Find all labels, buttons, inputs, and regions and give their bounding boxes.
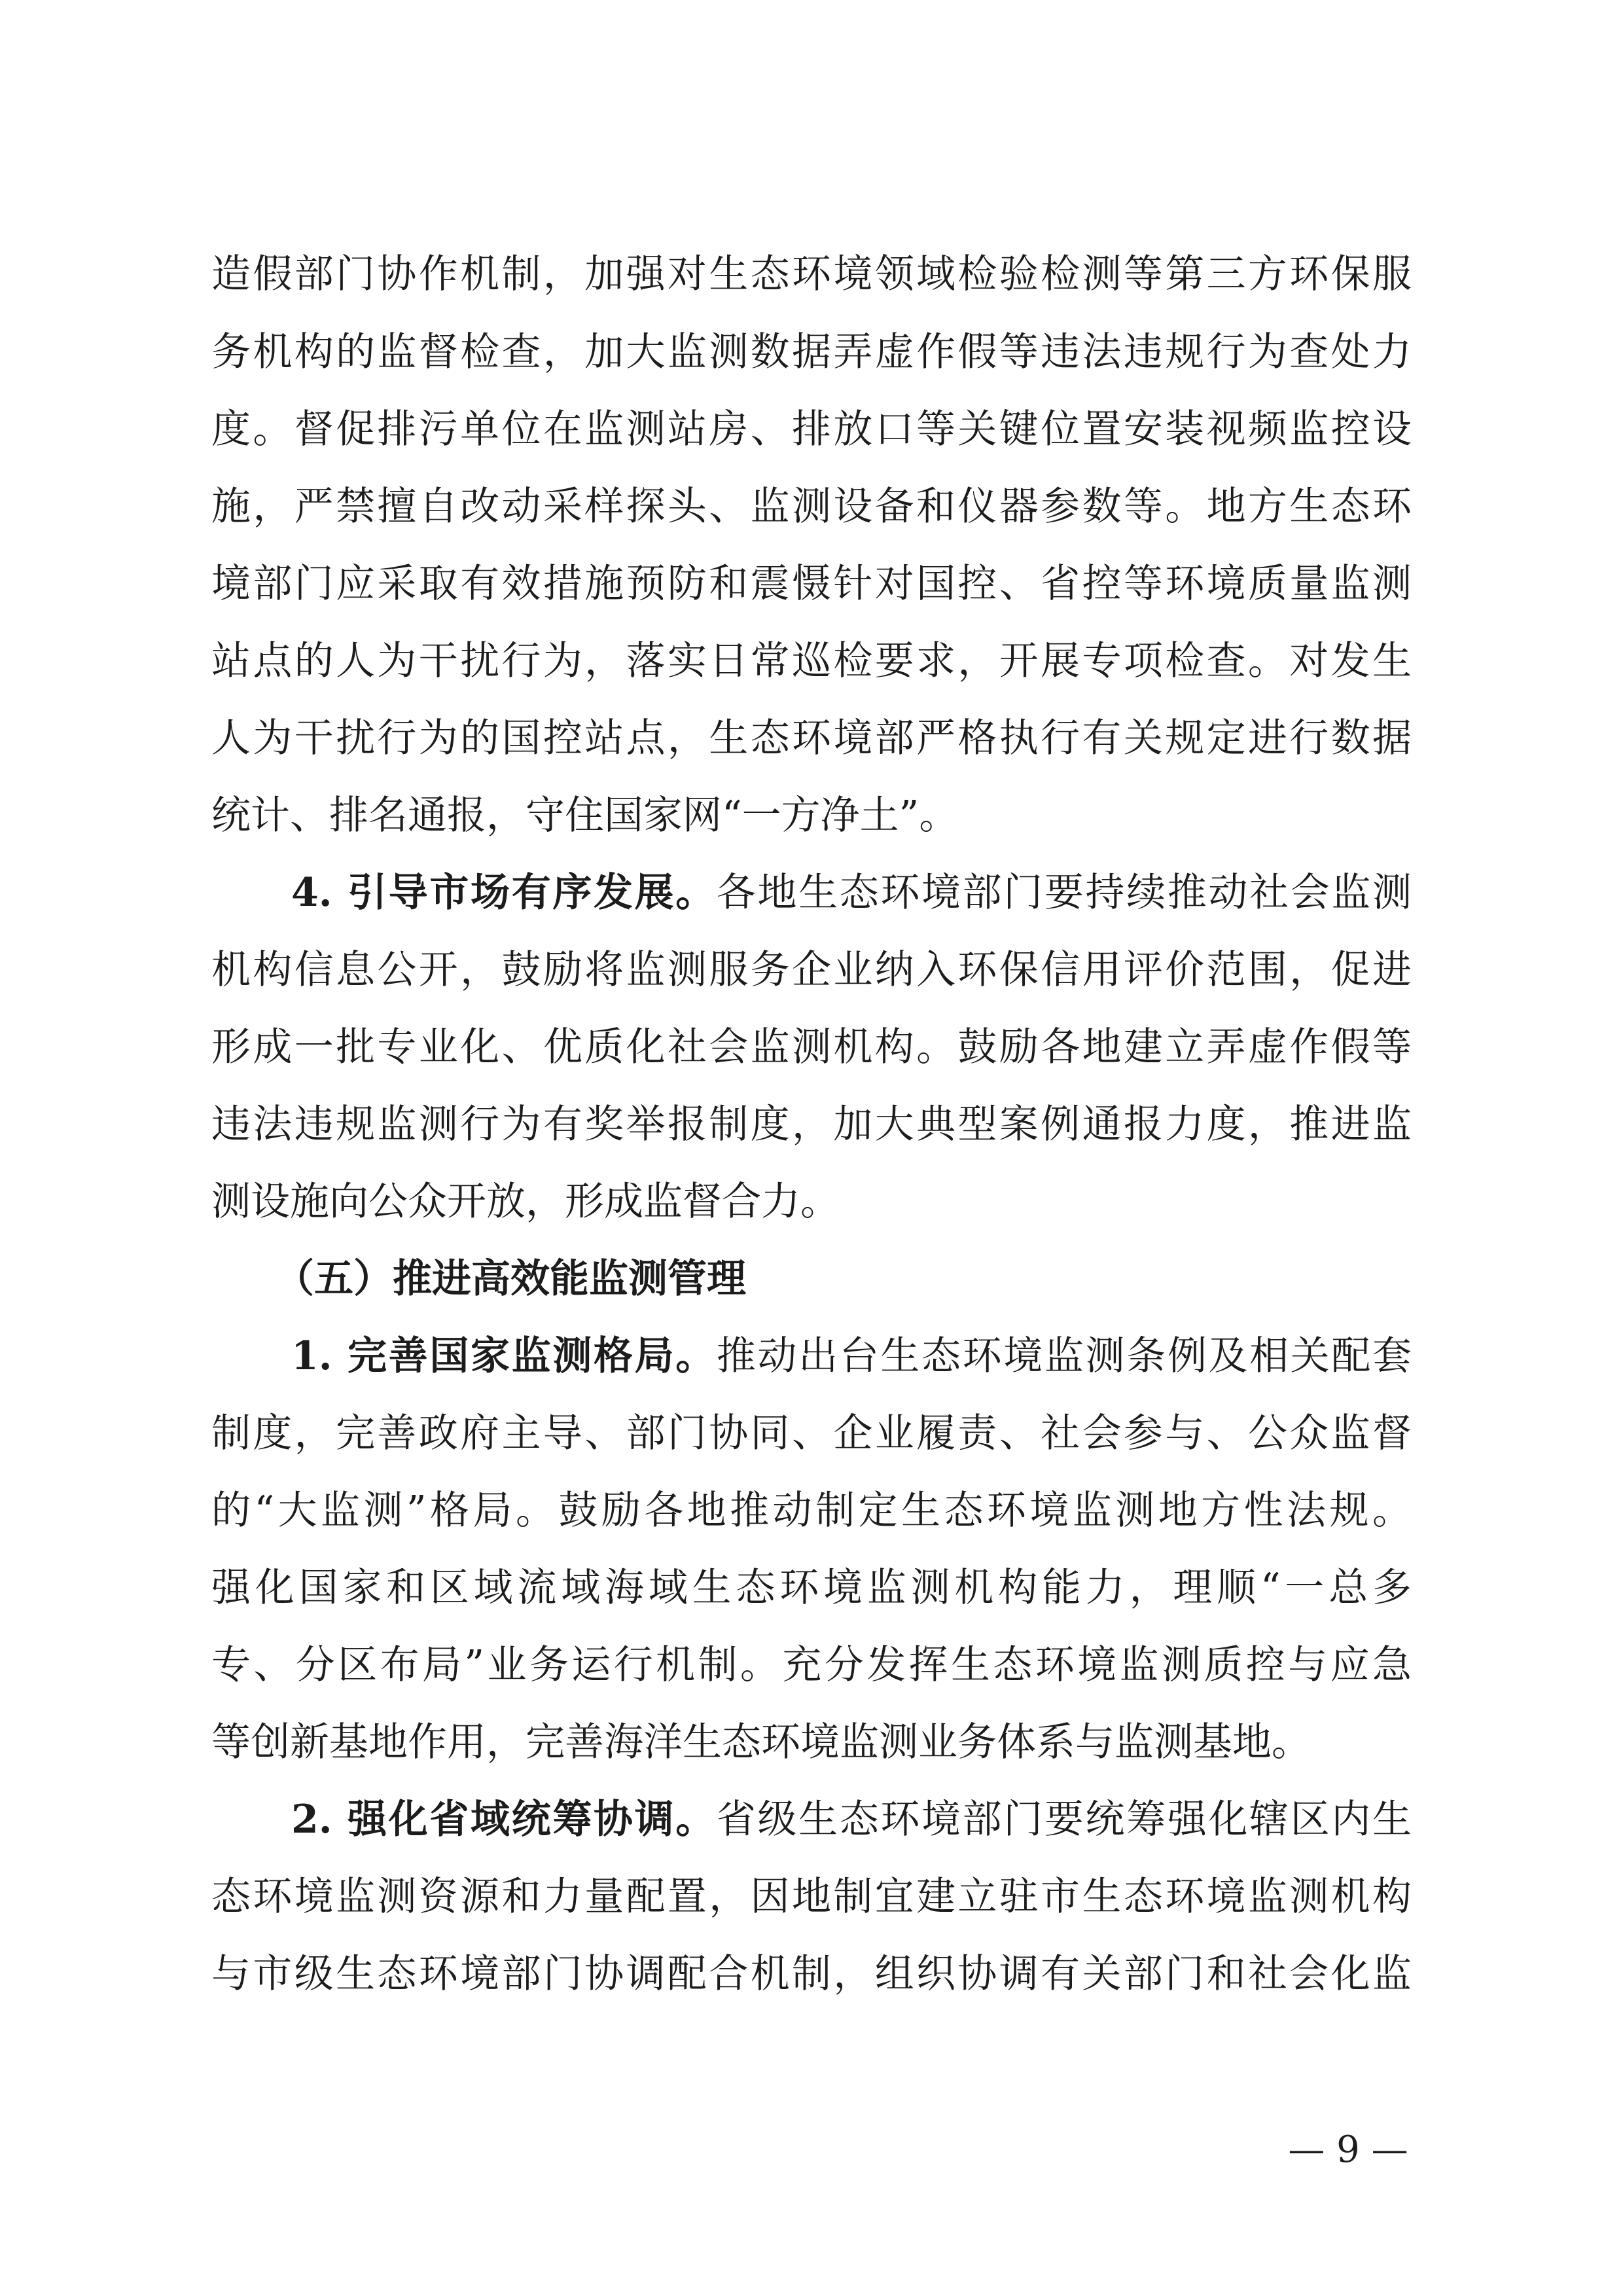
paragraph-line: 态环境监测资源和力量配置，因地制宜建立驻市生态环境监测机构 xyxy=(211,1874,1412,1920)
paragraph-line: 人为干扰行为的国控站点，生态环境部严格执行有关规定进行数据 xyxy=(211,715,1412,761)
paragraph-heading: 1. 完善国家监测格局。 xyxy=(291,1333,717,1379)
paragraph-line: 专、分区布局”业务运行机制。充分发挥生态环境监测质控与应急 xyxy=(211,1642,1412,1688)
paragraph-line: 务机构的监督检查，加大监测数据弄虚作假等违法违规行为查处力 xyxy=(211,329,1412,375)
paragraph-line: 等创新基地作用，完善海洋生态环境监测业务体系与监测基地。 xyxy=(211,1719,1311,1765)
paragraph-line: 造假部门协作机制，加强对生态环境领域检验检测等第三方环保服 xyxy=(211,251,1412,297)
paragraph-first-line xyxy=(291,1325,1412,1388)
paragraph-line: 度。督促排污单位在监测站房、排放口等关键位置安装视频监控设 xyxy=(211,406,1412,452)
paragraph-heading: 4. 引导市场有序发展。 xyxy=(291,870,717,916)
paragraph-line: 强化国家和区域流域海域生态环境监测机构能力，理顺“一总多 xyxy=(211,1565,1412,1611)
paragraph-text: 省级生态环境部门要统筹强化辖区内生 xyxy=(716,1797,1412,1842)
paragraph-heading: 2. 强化省域统筹协调。 xyxy=(291,1797,717,1842)
paragraph-text: 推动出台生态环境监测条例及相关配套 xyxy=(716,1333,1412,1379)
paragraph-line: 机构信息公开，鼓励将监测服务企业纳入环保信用评价范围，促进 xyxy=(211,947,1412,993)
paragraph-line: 违法违规监测行为有奖举报制度，加大典型案例通报力度，推进监 xyxy=(211,1102,1412,1147)
paragraph-line: 与市级生态环境部门协调配合机制，组织协调有关部门和社会化监 xyxy=(211,1951,1412,1997)
paragraph-line: 境部门应采取有效措施预防和震慑针对国控、省控等环境质量监测 xyxy=(211,561,1412,607)
section-heading: （五）推进高效能监测管理 xyxy=(275,1256,746,1302)
paragraph-line: 施，严禁擅自改动采样探头、监测设备和仪器参数等。地方生态环 xyxy=(211,484,1412,529)
paragraph-line: 制度，完善政府主导、部门协同、企业履责、社会参与、公众监督 xyxy=(211,1410,1412,1456)
paragraph-line: 测设施向公众开放，形成监督合力。 xyxy=(211,1179,840,1225)
paragraph-line: 形成一批专业化、优质化社会监测机构。鼓励各地建立弄虚作假等 xyxy=(211,1024,1412,1070)
paragraph-first-line xyxy=(291,1788,1412,1851)
page-number: — 9 — xyxy=(1288,2128,1408,2171)
paragraph-text: 各地生态环境部门要持续推动社会监测 xyxy=(716,870,1412,916)
paragraph-line: 统计、排名通报，守住国家网“一方净土”。 xyxy=(211,793,959,838)
paragraph-line: 的“大监测”格局。鼓励各地推动制定生态环境监测地方性法规。 xyxy=(211,1488,1412,1534)
paragraph-first-line xyxy=(291,861,1412,924)
paragraph-line: 站点的人为干扰行为，落实日常巡检要求，开展专项检查。对发生 xyxy=(211,638,1412,684)
